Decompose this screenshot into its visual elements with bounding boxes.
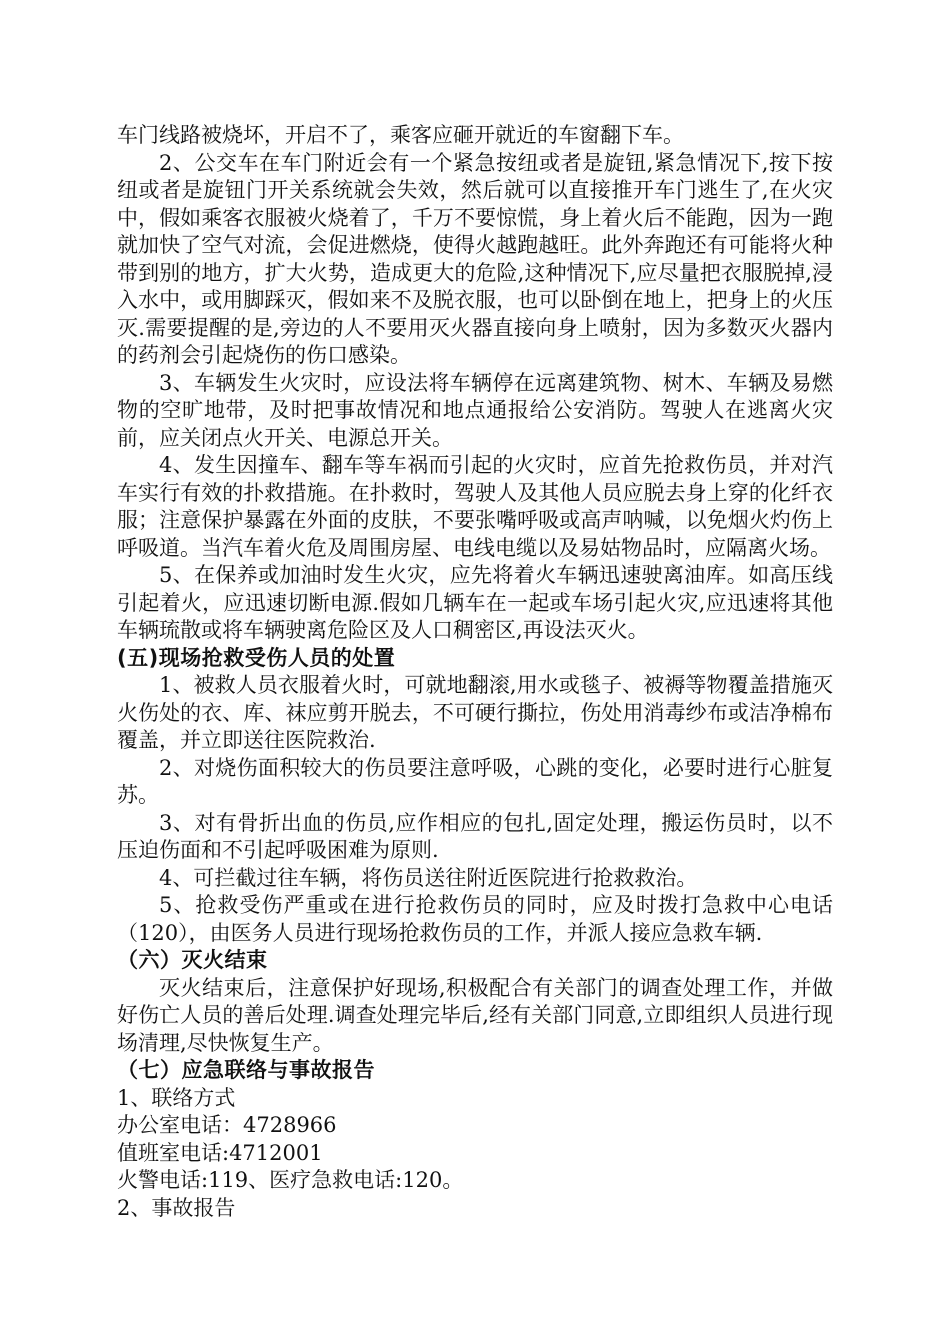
paragraph-bus-door-button: 2、公交车在车门附近会有一个紧急按纽或者是旋钮,紧急情况下,按下按纽或者是旋钮门开关系统就会失效，然后就可以直接推开车门逃生了,在火灾中，假如乘客衣服被火烧着了，千万不要惊慌，身上着火后不能跑，因为一跑就加快了空气对流，会促进燃烧，使得火越跑越旺。此外奔跑还有可能将火种带到别的地方，扩大火势，造成更大的危险,这种情况下,应尽量把衣服脱掉,浸入水中，或用脚踩灭，假如来不及脱衣服，也可以卧倒在地上，把身上的火压灭.需要提醒的是,旁边的人不要用灭火器直接向身上喷射，因为多数灭火器内的药剂会引起烧伤的伤口感染。 <box>117 150 833 367</box>
office-phone: 办公室电话：4728966 <box>117 1113 337 1137</box>
document-body <box>117 122 833 1222</box>
paragraph-continuation: 车门线路被烧坏，开启不了，乘客应砸开就近的车窗翻下车。 <box>117 123 684 147</box>
paragraph-rescue-1: 1、被救人员衣服着火时，可就地翻滚,用水或毯子、被褥等物覆盖措施灭火伤处的衣、库、袜应剪开脱去，不可硬行撕拉，伤处用消毒纱布或洁净棉布覆盖，并立即送往医院救治. <box>117 673 833 752</box>
paragraph-rescue-2: 2、对烧伤面积较大的伤员要注意呼吸，心跳的变化，必要时进行心脏复苏。 <box>117 755 833 807</box>
paragraph-vehicle-fire: 3、车辆发生火灾时，应设法将车辆停在远离建筑物、树木、车辆及易燃物的空旷地带，及时把事故情况和地点通报给公安消防。驾驶人在逃离火灾前，应关闭点火开关、电源总开关。 <box>117 370 833 450</box>
emergency-phones: 火警电话:119、医疗急救电话:120。 <box>117 1168 464 1192</box>
paragraph-rescue-3: 3、对有骨折出血的伤员,应作相应的包扎,固定处理，搬运伤员时，以不压迫伤面和不引起呼吸困难为原则. <box>117 810 833 862</box>
paragraph-refuel-fire: 5、在保养或加油时发生火灾，应先将着火车辆迅速驶离油库。如高压线引起着火，应迅速切断电源.假如几辆车在一起或车场引起火灾,应迅速将其他车辆琉散或将车辆驶离危险区及人口稠密区,再设法灭火。 <box>117 563 833 642</box>
paragraph-collision-fire: 4、发生因撞车、翻车等车祸而引起的火灾时，应首先抢救伤员，并对汽车实行有效的扑救措施。在扑救时，驾驶人及其他人员应脱去身上穿的化纤衣服；注意保护暴露在外面的皮肤，不要张嘴呼吸或高声呐喊，以免烟火灼伤上呼吸道。当汽车着火危及周围房屋、电线电缆以及易姑物品时，应隔离火场。 <box>117 453 833 560</box>
paragraph-fire-end: 灭火结束后，注意保护好现场,积极配合有关部门的调查处理工作，并做好伤亡人员的善后处理.调查处理完毕后,经有关部门同意,立即组织人员进行现场清理,尽快恢复生产。 <box>117 975 833 1055</box>
section-heading-fire-end: （六）灭火结束 <box>117 948 268 972</box>
accident-report-label: 2、事故报告 <box>117 1195 236 1220</box>
section-heading-contact: （七）应急联络与事故报告 <box>117 1058 375 1082</box>
contact-method-label: 1、联络方式 <box>117 1085 236 1110</box>
duty-room-phone: 值班室电话:4712001 <box>117 1140 323 1165</box>
paragraph-rescue-4: 4、可拦截过往车辆，将伤员送往附近医院进行抢救救治。 <box>159 865 698 890</box>
paragraph-rescue-5: 5、抢救受伤严重或在进行抢救伤员的同时，应及时拨打急救中心电话（120），由医务人员进行现场抢救伤员的工作，并派人接应急救车辆. <box>117 893 833 945</box>
section-heading-rescue: (五)现场抢救受伤人员的处置 <box>117 645 396 670</box>
